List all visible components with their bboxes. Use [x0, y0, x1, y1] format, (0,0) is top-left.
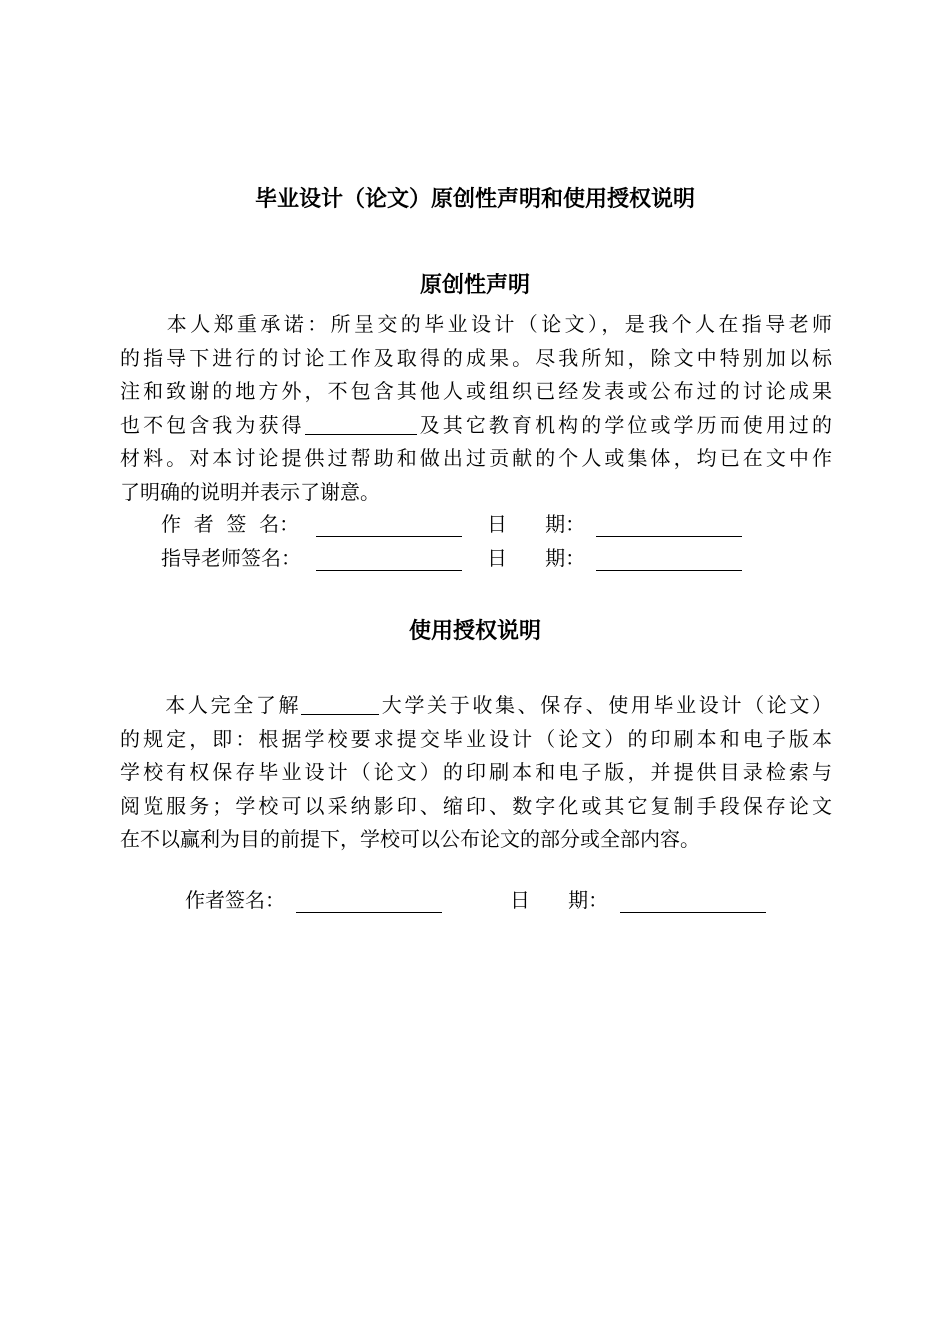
paragraph-line: 的规定，即：根据学校要求提交毕业设计（论文）的印刷本和电子版本	[120, 726, 832, 751]
originality-heading: 原创性声明	[419, 273, 530, 298]
advisor-date-blank	[596, 570, 742, 571]
originality-paragraph	[120, 308, 832, 509]
advisor-date-label: 日 期：	[487, 546, 586, 570]
paragraph-line: 材料。对本讨论提供过帮助和做出过贡献的个人或集体，均已在文中作	[120, 446, 832, 470]
paragraph-text: 及其它教育机构的学位或学历而使用过的	[416, 412, 833, 437]
paragraph-line: 了明确的说明并表示了谢意。	[120, 479, 380, 504]
paragraph-text: 也不包含我为获得	[120, 412, 305, 437]
advisor-signature-row	[0, 542, 950, 576]
document-title: 毕业设计（论文）原创性声明和使用授权说明	[254, 187, 695, 212]
author-signature-row	[0, 508, 950, 542]
authorization-signature-blank	[296, 912, 442, 913]
author-signature-label: 作 者 签 名：	[161, 512, 300, 536]
authorization-signature-row	[0, 884, 950, 918]
university-blank-line	[301, 694, 379, 715]
authorization-date-label: 日 期：	[510, 888, 609, 912]
paragraph-line: 本人郑重承诺：所呈交的毕业设计（论文），是我个人在指导老师	[120, 312, 832, 336]
authorization-date-blank	[620, 912, 766, 913]
paragraph-line-with-blank	[120, 409, 832, 443]
degree-blank-line	[305, 414, 417, 435]
authorization-paragraph	[120, 689, 832, 857]
author-date-label: 日 期：	[487, 512, 586, 536]
paragraph-line: 在不以赢利为目的前提下，学校可以公布论文的部分或全部内容。	[120, 827, 700, 851]
paragraph-line: 的指导下进行的讨论工作及取得的成果。尽我所知，除文中特别加以标	[120, 345, 832, 370]
authorization-heading: 使用授权说明	[408, 619, 541, 644]
paragraph-line: 注和致谢的地方外，不包含其他人或组织已经发表或公布过的讨论成果	[120, 379, 832, 403]
author-date-blank	[596, 536, 742, 537]
advisor-signature-blank	[316, 570, 462, 571]
paragraph-line-with-blank	[120, 689, 832, 723]
authorization-signature-label: 作者签名：	[185, 888, 285, 912]
paragraph-text: 大学关于收集、保存、使用毕业设计（论文）	[379, 693, 833, 717]
advisor-signature-label: 指导老师签名：	[161, 546, 301, 570]
paragraph-text: 本人完全了解	[120, 693, 302, 717]
author-signature-blank	[316, 536, 462, 537]
paragraph-line: 阅览服务；学校可以采纳影印、缩印、数字化或其它复制手段保存论文	[120, 793, 832, 818]
paragraph-line: 学校有权保存毕业设计（论文）的印刷本和电子版，并提供目录检索与	[120, 760, 832, 784]
